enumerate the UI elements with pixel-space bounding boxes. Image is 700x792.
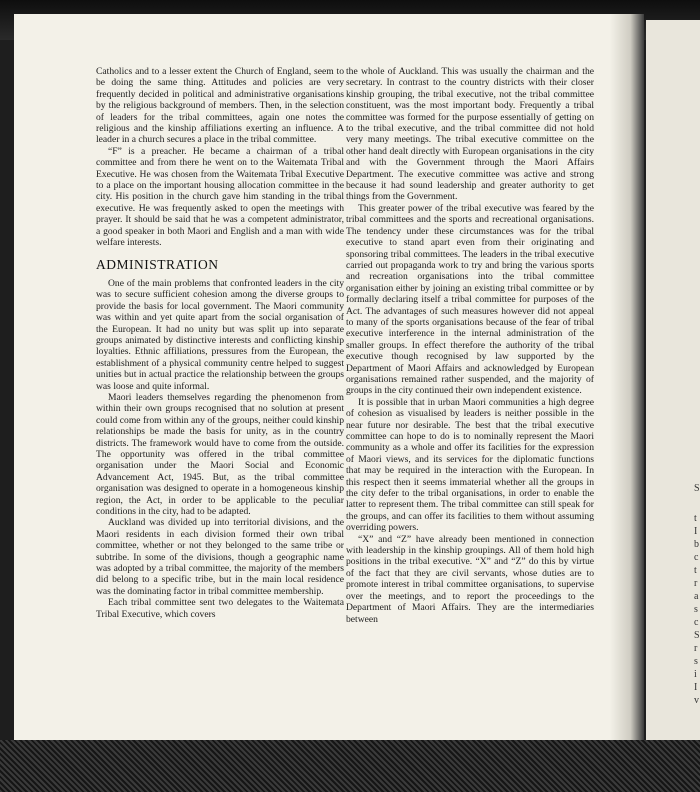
book-gutter-shadow (610, 14, 644, 754)
right-column (346, 66, 594, 625)
paragraph: Catholics and to a lesser extent the Church of England, seem to be doing the same thing. Attitudes and policies are very frequently decided in political and administrative organisations by the religious background of members. Then, in the selection of leaders for the tribal committees, again one notes the religious and the kinship affiliations exerting an influence. A leader in a church secures a place in the tribal committee. (96, 66, 344, 146)
next-page-fragment: b (694, 539, 699, 550)
next-page-fragment: c (694, 552, 699, 563)
scan-border-bottom (0, 740, 700, 792)
paragraph: One of the main problems that confronted leaders in the city was to secure sufficient cohesion among the diverse groups to provide the basis for local government. The Maori community was within and yet quite apart from the social organisation of the European. It had no unity but was split up into separate groups animated by distinctive interests and conflicting kinship loyalties. Ethnic affiliations, pressures from the European, the establishment of a physical community centre helped to suggest unities but in actual practice the relationship between the groups was loose and quite informal. (96, 277, 344, 392)
left-column (96, 66, 344, 620)
next-page-fragment: i (694, 669, 697, 680)
next-page-fragment: S (694, 483, 700, 494)
next-page-fragment: t (694, 513, 697, 524)
next-page-fragment: s (694, 656, 698, 667)
next-page-fragment: I (694, 526, 698, 537)
paragraph: This greater power of the tribal executive was feared by the tribal committees and the sports and recreational organisations. The tendency under these circumstances was for the tribal executive to stand apart even from their originating and sponsoring tribal committees. The leaders in the tribal executive carried out propaganda work to try and bring the various sports and recreation organisations into the tribal committee organisation either by joining an existing tribal committee or by formally declaring itself a tribal committee for purposes of the Act. The advantages of such measures however did not appeal to many of the sports organisations because of the fear of tribal executive interference in the internal administration of the smaller groups. In effect therefore the authority of the tribal executive though recognised by law supported by the Department of Maori Affairs and acknowledged by European organisations remained rather suspended, and the majority of groups in the city continued their own independent existence. (346, 202, 594, 397)
next-page-fragment: r (694, 578, 698, 589)
paragraph: “X” and “Z” have already been mentioned in connection with leadership in the kinship groupings. All of them hold high positions in the tribal executive. “X” and “Z” do this by virtue of the fact that they are civil servants, whose duties are to promote interest in tribal committee organisations, to supervise over the meetings, and to report the proceedings to the Department of Maori Affairs. They are the intermediaries between (346, 533, 594, 625)
paragraph: “F” is a preacher. He became a chairman of a tribal committee and from there he went on to the Waitemata Tribal Executive. He was chosen from the Waitemata Tribal Executive to a place on the important housing allocation committee in the city. His position in the church gave him standing in the tribal executive. He was frequently asked to open the meetings with prayer. It should be said that he was a competent administrator, a good speaker in both Maori and English and a man with wide welfare interests. (96, 145, 344, 249)
next-page-fragment: r (694, 643, 698, 654)
paragraph: It is possible that in urban Maori communities a high degree of cohesion as visualised by leaders is neither possible in the near future nor desirable. The best that the tribal executive committee can hope to do is to nominally represent the Maori community as a whole and offer its facilities for the expression of Maori views, and its services for the diplomatic functions that may be required in the interaction with the European. In this respect then it seems immaterial whether all the groups in the city defer to the tribal organisations, in order to enable the latter to represent them. The tribal committee can still speak for the groups, and can offer its facilities to them without assuming overriding powers. (346, 396, 594, 534)
section-heading: ADMINISTRATION (96, 256, 219, 272)
next-page-fragment: S (694, 630, 700, 641)
next-page-fragment: I (694, 682, 698, 693)
paragraph: the whole of Auckland. This was usually the chairman and the secretary. In contrast to the country districts with their closer kinship grouping, the tribal executive, not the tribal committee constituent, was the most important body. Frequently a tribal committee was formed for the purpose essentially of getting on to the tribal executive, and the tribal committee did not hold very many meetings. The tribal executive committee on the other hand dealt directly with European organisations in the city and with the Government through the Maori Affairs Department. The executive committee was active and strong because it had sound leadership and greater authority to get things from the Government. (346, 66, 594, 203)
next-page-fragment: v (694, 695, 699, 706)
next-page-fragment: s (694, 604, 698, 615)
paragraph: Auckland was divided up into territorial divisions, and the Maori residents in each division formed their own tribal committee, whether or not they belonged to the same tribe or subtribe. In some of the divisions, though a geographic name was adopted by a tribal committee, the majority of the members did belong to a specific tribe, but in the main local residence was the dominating factor in tribal committee membership. (96, 517, 344, 597)
next-page-fragment: a (694, 591, 699, 602)
next-page-fragment: t (694, 565, 697, 576)
next-page-edge (646, 20, 700, 750)
paragraph: Maori leaders themselves regarding the phenomenon from within their own groups recognised that no solution at present could come from within any of the groups, neither could kinship relationships be made the basis for unity, as in the country districts. The framework would have to come from the outside. The opportunity was offered in the tribal committee organisation under the Maori Social and Economic Advancement Act, 1945. But, as the tribal committee organisation was designed to operate in a homogeneous kinship region, the Act, in order to be applicable to the peculiar conditions in the city, had to be adapted. (96, 391, 344, 518)
next-page-fragment: c (694, 617, 699, 628)
paragraph: Each tribal committee sent two delegates to the Waitemata Tribal Executive, which covers (96, 597, 344, 620)
